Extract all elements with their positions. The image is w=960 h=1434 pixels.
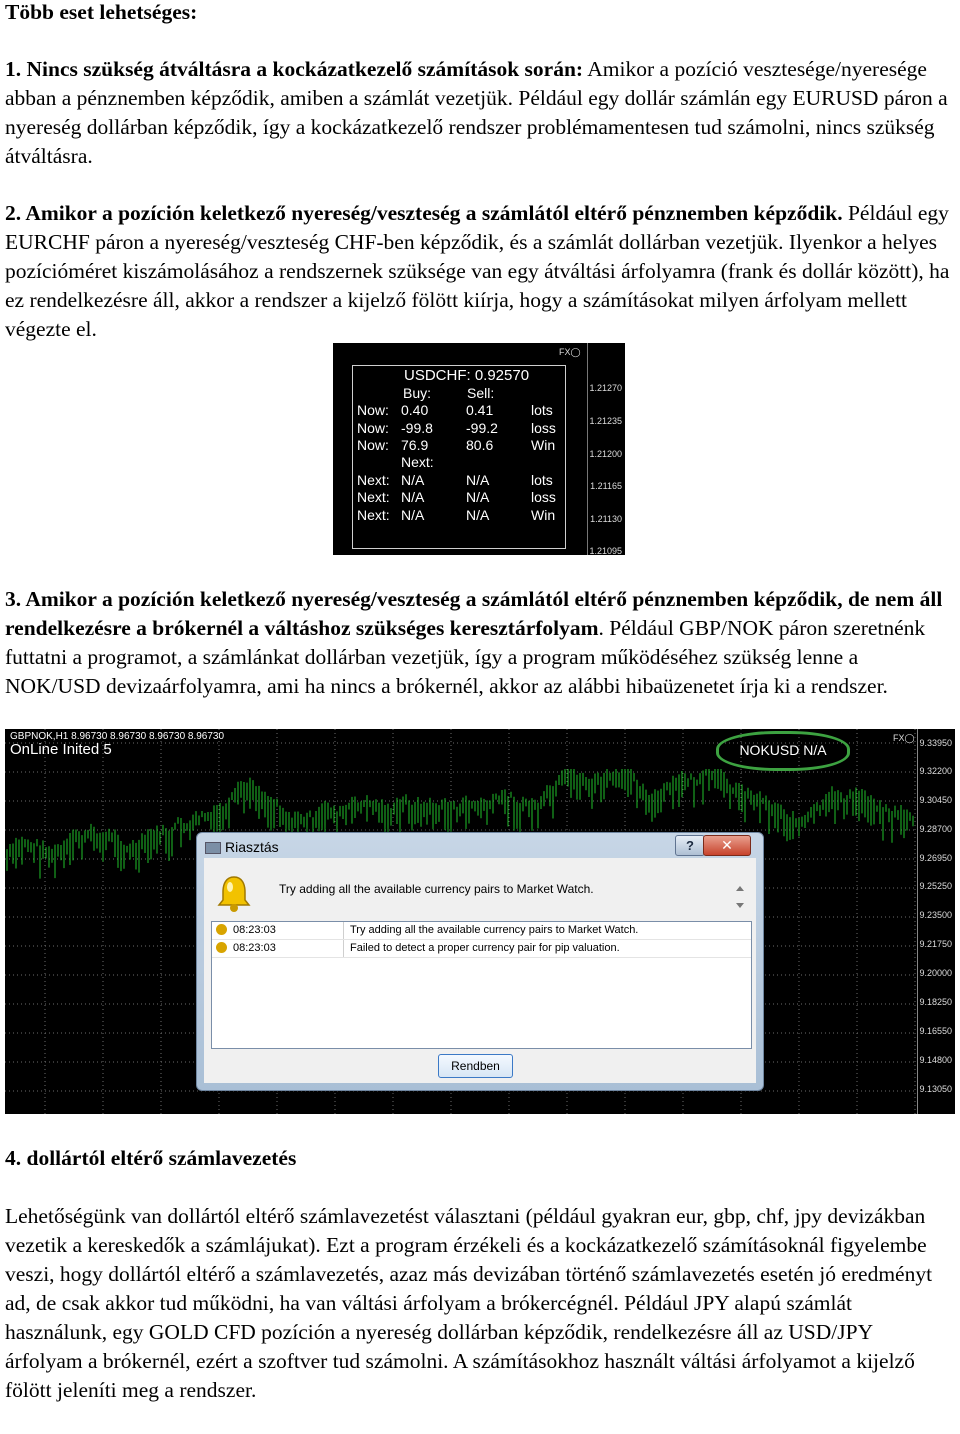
price-tick: 1.21165 <box>590 481 622 491</box>
nokusd-label: NOKUSD N/A <box>739 742 827 758</box>
price-tick: 9.21750 <box>919 939 952 949</box>
price-tick: 9.28700 <box>919 824 952 834</box>
price-tick: 1.21270 <box>589 383 622 393</box>
log-message: Try adding all the available currency pairs to Market Watch. <box>350 924 639 936</box>
next-header: Next: <box>401 454 434 470</box>
price-tick: 9.30450 <box>919 795 952 805</box>
price-tick: 1.21130 <box>590 514 622 524</box>
log-list <box>211 921 752 1049</box>
row-sell: N/A <box>466 507 490 523</box>
ok-button[interactable]: Rendben <box>438 1054 513 1078</box>
fx-indicator: FX◯ <box>559 347 581 357</box>
price-tick: 9.16550 <box>919 1026 952 1036</box>
price-tick: 9.14800 <box>919 1055 952 1065</box>
log-row[interactable] <box>212 922 751 940</box>
paragraph-4: Lehetőségünk van dollártól eltérő számlavezetést választani (például gyakran eur, gbp, chf, jpy devizákban vezetik a kereskedők a számlájukat). Ezt a program érzékeli és a kockázatkezelő számításoknál figyelembe veszi, hogy dollártól eltérő a számlavezetés, azaz más devizában történő számlavezetés esetén jó eredményt ad, de csak akkor tud működni, ha van váltási árfolyam a brókercégnél. Például JPY alapú számlát használunk, egy GOLD CFD pozíción a nyereség dollárban képződik, rendelkezésre áll az USD/JPY árfolyam a brókernél, ezért a szoftver tud számolni. A számításokhoz használt váltási árfolyamot a kijelző fölött jeleníti meg a rendszer. <box>5 1204 933 1402</box>
scroll-arrows-icon[interactable] <box>733 885 747 909</box>
online-status: OnLine Inited 5 <box>10 741 112 758</box>
nokusd-highlight <box>716 731 850 771</box>
log-time: 08:23:03 <box>233 924 276 936</box>
row-buy: N/A <box>401 507 425 523</box>
row-buy: -99.8 <box>401 420 433 436</box>
price-tick: 1.21200 <box>589 449 622 459</box>
row-unit: lots <box>531 472 553 488</box>
price-tick: 9.13050 <box>919 1084 952 1094</box>
row-unit: Win <box>531 437 556 453</box>
paragraph-3-text: . Például GBP/NOK páron szeretnénk futtatni a programot, a számlánkat dollárban vezetjük, így a program működéséhez szükség lenne a NOK/USD devizaárfolyamra, ami ha nincs a brókernél, akkor az alábbi hibaüzenetet írja ki a rendszer. <box>5 616 926 698</box>
dialog-title: Riasztás <box>225 839 279 855</box>
log-time: 08:23:03 <box>233 942 276 954</box>
fx-indicator: FX◯ <box>893 733 915 743</box>
alert-dialog <box>196 832 764 1091</box>
row-label: Next: <box>357 472 390 488</box>
usdchf-info-panel <box>333 343 625 555</box>
row-unit: loss <box>531 420 556 436</box>
row-sell: 80.6 <box>466 437 494 453</box>
section-4-heading: 4. dollártól eltérő számlavezetés <box>5 1146 297 1170</box>
price-tick: 9.23500 <box>919 910 952 920</box>
sell-header: Sell: <box>467 385 495 401</box>
price-axis <box>917 729 955 1114</box>
price-tick: 1.21235 <box>589 416 622 426</box>
row-buy: N/A <box>401 489 425 505</box>
row-sell: -99.2 <box>466 420 498 436</box>
price-axis <box>587 343 625 555</box>
price-tick: 9.20000 <box>919 968 952 978</box>
row-sell: N/A <box>466 472 490 488</box>
row-label: Next: <box>357 489 390 505</box>
row-label: Now: <box>357 402 389 418</box>
row-sell: N/A <box>466 489 490 505</box>
chart-symbol-line: GBPNOK,H1 8.96730 8.96730 8.96730 8.96730 <box>10 731 225 742</box>
column-divider <box>343 922 344 939</box>
bell-icon <box>216 874 252 914</box>
usdchf-title: USDCHF: 0.92570 <box>404 367 530 384</box>
help-button[interactable]: ? <box>675 835 705 856</box>
log-message: Failed to detect a proper currency pair for pip valuation. <box>350 942 620 954</box>
row-sell: 0.41 <box>466 402 494 418</box>
paragraph-2 <box>5 199 955 344</box>
price-tick: 9.26950 <box>919 853 952 863</box>
row-buy: 0.40 <box>401 402 429 418</box>
warning-icon <box>216 942 227 953</box>
paragraph-1-text: Amikor a pozíció vesztesége/nyeresége abban a pénznemben képződik, amiben a számlát vezetjük. Például egy dollár számlán egy EURUSD páron a nyereség dollárban képződik, így a kockázatkezelő rendszer problémamentesen tud számolni, nincs szükség átváltásra. <box>5 57 948 168</box>
paragraph-1 <box>5 55 955 171</box>
row-unit: lots <box>531 402 553 418</box>
warning-icon <box>216 924 227 935</box>
log-row[interactable] <box>212 940 751 958</box>
row-label: Now: <box>357 437 389 453</box>
alert-message: Try adding all the available currency pairs to Market Watch. <box>279 882 594 896</box>
doc-heading: Több eset lehetséges: <box>5 0 198 24</box>
paragraph-2-text: Például egy EURCHF páron a nyereség/veszteség CHF-ben képződik, és a számlát dollárban vezetjük. Ilyenkor a helyes pozícióméret kiszámolásához a rendszernek szüksége van egy átváltási árfolyamra (frank és dollár között), ha ez rendelkezésre áll, akkor a rendszer a kijelző fölött kiírja, hogy a számításokat milyen árfolyam mellett végezte el. <box>5 201 950 341</box>
close-button[interactable]: ✕ <box>703 835 751 856</box>
paragraph-2-lead: 2. Amikor a pozíción keletkező nyereség/veszteség a számlától eltérő pénznemben képződik. <box>5 201 843 225</box>
paragraph-3-lead: 3. Amikor a pozíción keletkező nyereség/veszteség a számlától eltérő pénznemben képződik, de nem áll rendelkezésre a brókernél a váltáshoz szükséges keresztárfolyam <box>5 587 943 640</box>
row-label: Next: <box>357 507 390 523</box>
row-buy: N/A <box>401 472 425 488</box>
buy-header: Buy: <box>403 385 432 401</box>
paragraph-3 <box>5 585 955 701</box>
row-unit: loss <box>531 489 556 505</box>
price-tick: 9.33950 <box>919 738 952 748</box>
paragraph-1-lead: 1. Nincs szükség átváltásra a kockázatkezelő számítások során: <box>5 57 584 81</box>
row-buy: 76.9 <box>401 437 429 453</box>
price-tick: 9.32200 <box>919 766 952 776</box>
dialog-body <box>204 858 756 1083</box>
app-icon <box>205 842 221 854</box>
column-divider <box>343 940 344 957</box>
row-unit: Win <box>531 507 556 523</box>
price-tick: 9.18250 <box>919 997 952 1007</box>
gbpnok-chart-panel <box>5 729 955 1114</box>
price-tick: 9.25250 <box>919 881 952 891</box>
price-tick: 1.21095 <box>589 546 622 555</box>
row-label: Now: <box>357 420 389 436</box>
